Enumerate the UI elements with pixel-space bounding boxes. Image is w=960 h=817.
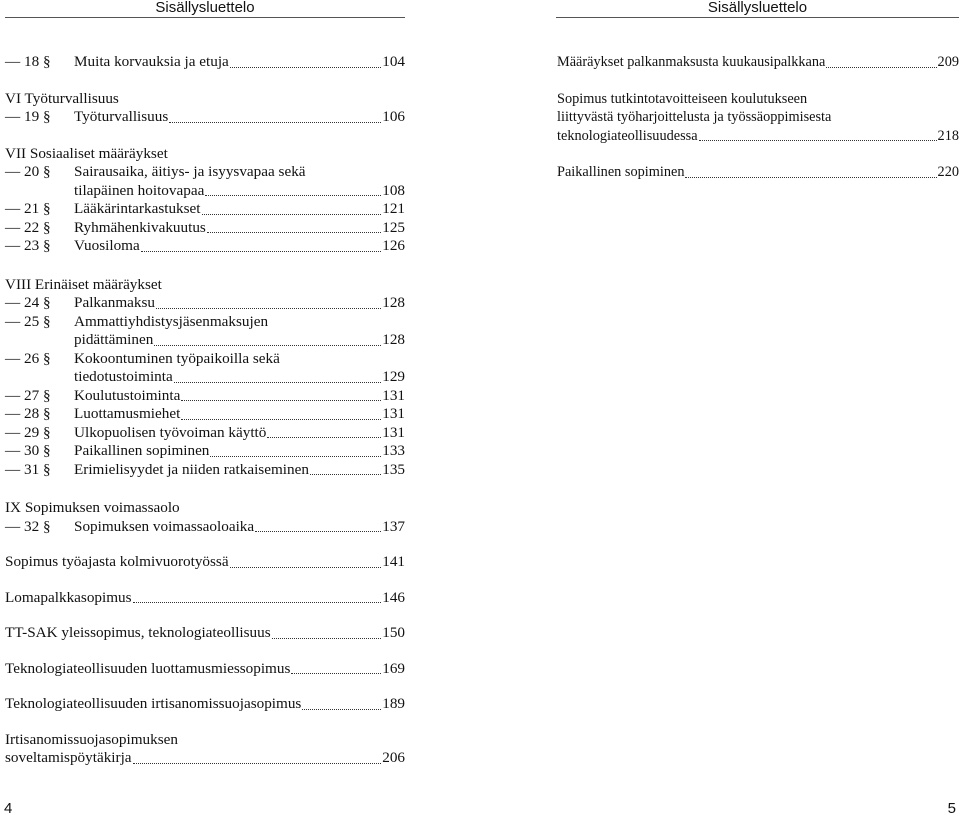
dot-leader bbox=[826, 67, 936, 68]
dot-leader bbox=[207, 232, 381, 233]
toc-page-number: 129 bbox=[382, 368, 405, 385]
toc-entry-title: Työturvallisuus bbox=[74, 108, 169, 125]
section-mark: — 27 § bbox=[5, 386, 51, 404]
toc-page-number: 209 bbox=[937, 54, 959, 70]
toc-appendix-lomapalkkasopimus[interactable] bbox=[5, 589, 405, 608]
toc-page-number: 108 bbox=[382, 181, 405, 199]
toc-page-number: 150 bbox=[382, 624, 405, 641]
dot-leader bbox=[255, 531, 381, 532]
toc-entry-title-line1: Sopimus tutkintotavoitteiseen koulutukseen bbox=[557, 90, 808, 107]
chapter-heading-vi: VI Työturvallisuus bbox=[5, 89, 119, 107]
toc-entry-21[interactable] bbox=[5, 200, 405, 219]
toc-appendix-irtisanomissuoja[interactable] bbox=[5, 695, 405, 714]
toc-entry-title: Lääkärintarkastukset bbox=[74, 200, 201, 217]
toc-page-number: 146 bbox=[382, 588, 405, 606]
dot-leader bbox=[141, 251, 381, 252]
toc-entry-title: pidättäminen bbox=[74, 331, 154, 348]
toc-entry-title: Ulkopuolisen työvoiman käyttö bbox=[74, 423, 267, 441]
section-mark: — 18 § bbox=[5, 53, 51, 70]
section-mark: — 22 § bbox=[5, 218, 51, 236]
dot-leader bbox=[181, 400, 381, 401]
section-mark: — 21 § bbox=[5, 200, 51, 217]
chapter-heading-ix: IX Sopimuksen voimassaolo bbox=[5, 499, 180, 516]
toc-page-number: 121 bbox=[382, 200, 405, 217]
dot-leader bbox=[169, 122, 381, 123]
toc-appendix-kolmivuorotyo[interactable] bbox=[5, 553, 405, 572]
page-number-left: 4 bbox=[4, 800, 13, 817]
toc-entry-23[interactable] bbox=[5, 237, 405, 256]
dot-leader bbox=[230, 567, 382, 568]
right-page-header: Sisällysluettelo bbox=[556, 0, 959, 18]
section-mark: — 19 § bbox=[5, 108, 51, 125]
toc-entry-title: Määräykset palkanmaksusta kuukausipalkkana bbox=[557, 54, 826, 70]
section-mark: — 26 § bbox=[5, 349, 51, 367]
dot-leader bbox=[699, 140, 937, 141]
toc-page-number: 135 bbox=[382, 460, 405, 478]
toc-entry-28[interactable] bbox=[5, 405, 405, 424]
toc-entry-31[interactable] bbox=[5, 461, 405, 480]
toc-entry-title: Teknologiateollisuuden irtisanomissuojasopimus bbox=[5, 695, 302, 712]
toc-entry-32[interactable] bbox=[5, 518, 405, 537]
toc-entry-22[interactable] bbox=[5, 219, 405, 238]
dot-leader bbox=[156, 308, 381, 309]
section-mark: — 32 § bbox=[5, 517, 51, 535]
dot-leader bbox=[154, 345, 381, 346]
toc-entry-title: Palkanmaksu bbox=[74, 294, 155, 311]
toc-page-number: 131 bbox=[382, 405, 405, 422]
toc-page-number: 206 bbox=[382, 749, 405, 766]
page-number-right: 5 bbox=[947, 800, 956, 817]
toc-entry-title-line2: liittyvästä työharjoittelusta ja työssäoppimisesta bbox=[557, 109, 832, 125]
toc-page-number: 169 bbox=[382, 659, 405, 677]
toc-entry-title: tilapäinen hoitovapaa bbox=[74, 181, 205, 199]
toc-page-number: 128 bbox=[382, 331, 405, 348]
toc-entry-25[interactable] bbox=[5, 313, 405, 350]
toc-page-number: 218 bbox=[937, 127, 959, 144]
dot-leader bbox=[205, 195, 381, 196]
toc-entry-title: Muita korvauksia ja etuja bbox=[74, 53, 229, 70]
section-mark: — 25 § bbox=[5, 312, 51, 330]
dot-leader bbox=[174, 382, 382, 383]
toc-entry-title: tiedotustoiminta bbox=[74, 368, 173, 385]
toc-entry-tyoharjoittelu[interactable] bbox=[557, 90, 959, 146]
toc-appendix-soveltamispoytakirja[interactable] bbox=[5, 731, 405, 768]
toc-page-number: 126 bbox=[382, 237, 405, 254]
dot-leader bbox=[685, 177, 936, 178]
toc-entry-kuukausipalkka[interactable] bbox=[557, 53, 959, 72]
dot-leader bbox=[267, 437, 381, 438]
toc-entry-title: soveltamispöytäkirja bbox=[5, 749, 132, 766]
toc-page-number: 137 bbox=[382, 517, 405, 535]
right-toc bbox=[557, 53, 959, 182]
toc-entry-title: Ryhmähenkivakuutus bbox=[74, 218, 206, 236]
toc-entry-paikallinen-sopiminen[interactable] bbox=[557, 163, 959, 182]
right-page bbox=[480, 0, 960, 817]
toc-entry-20[interactable] bbox=[5, 163, 405, 200]
dot-leader bbox=[230, 67, 381, 68]
chapter-heading-viii: VIII Erinäiset määräykset bbox=[5, 275, 162, 293]
toc-entry-title: TT-SAK yleissopimus, teknologiateollisuus bbox=[5, 624, 271, 641]
dot-leader bbox=[291, 673, 381, 674]
toc-entry-title-line1: Irtisanomissuojasopimuksen bbox=[5, 730, 178, 748]
left-toc bbox=[5, 53, 405, 768]
toc-entry-title-line1: Ammattiyhdistysjäsenmaksujen bbox=[74, 312, 269, 330]
toc-appendix-tt-sak[interactable] bbox=[5, 624, 405, 643]
toc-entry-24[interactable] bbox=[5, 294, 405, 313]
toc-entry-title: Koulutustoiminta bbox=[74, 386, 181, 404]
toc-entry-title: Luottamusmiehet bbox=[74, 405, 181, 422]
toc-appendix-luottamusmies[interactable] bbox=[5, 660, 405, 679]
toc-page-number: 133 bbox=[382, 442, 405, 459]
section-mark: — 31 § bbox=[5, 460, 51, 478]
dot-leader bbox=[210, 456, 381, 457]
toc-page-number: 104 bbox=[382, 53, 405, 70]
toc-page-number: 131 bbox=[382, 386, 405, 404]
chapter-heading-vii: VII Sosiaaliset määräykset bbox=[5, 144, 168, 162]
dot-leader bbox=[133, 602, 382, 603]
section-mark: — 23 § bbox=[5, 237, 51, 254]
toc-entry-title: Erimielisyydet ja niiden ratkaiseminen bbox=[74, 460, 309, 478]
toc-entry-19[interactable] bbox=[5, 108, 405, 127]
toc-page-number: 125 bbox=[382, 218, 405, 236]
dot-leader bbox=[181, 419, 381, 420]
toc-entry-27[interactable] bbox=[5, 387, 405, 406]
dot-leader bbox=[302, 709, 381, 710]
toc-page-number: 220 bbox=[937, 164, 959, 180]
toc-entry-title: Lomapalkkasopimus bbox=[5, 588, 132, 606]
dot-leader bbox=[133, 763, 382, 764]
section-mark: — 29 § bbox=[5, 423, 51, 441]
toc-entry-title: Sopimuksen voimassaoloaika bbox=[74, 517, 255, 535]
section-mark: — 30 § bbox=[5, 442, 51, 459]
toc-entry-title-line1: Kokoontuminen työpaikoilla sekä bbox=[74, 349, 280, 367]
toc-page-number: 128 bbox=[382, 294, 405, 311]
toc-entry-title: teknologiateollisuudessa bbox=[557, 127, 698, 144]
toc-entry-title: Vuosiloma bbox=[74, 237, 140, 254]
toc-entry-18[interactable] bbox=[5, 53, 405, 72]
toc-entry-26[interactable] bbox=[5, 350, 405, 387]
section-mark: — 24 § bbox=[5, 294, 51, 311]
dot-leader bbox=[272, 638, 382, 639]
left-page-header: Sisällysluettelo bbox=[5, 0, 405, 18]
toc-page-number: 141 bbox=[382, 553, 405, 570]
toc-entry-title: Teknologiateollisuuden luottamusmiessopimus bbox=[5, 659, 291, 677]
toc-page-number: 131 bbox=[382, 423, 405, 441]
section-mark: — 28 § bbox=[5, 405, 51, 422]
toc-page-number: 189 bbox=[382, 695, 405, 712]
toc-entry-title: Paikallinen sopiminen bbox=[557, 164, 685, 180]
toc-entry-title-line1: Sairausaika, äitiys- ja isyysvapaa sekä bbox=[74, 163, 306, 180]
toc-entry-title: Paikallinen sopiminen bbox=[74, 442, 210, 459]
toc-page-number: 106 bbox=[382, 108, 405, 125]
toc-entry-30[interactable] bbox=[5, 442, 405, 461]
dot-leader bbox=[310, 474, 381, 475]
toc-entry-29[interactable] bbox=[5, 424, 405, 443]
section-mark: — 20 § bbox=[5, 163, 51, 180]
dot-leader bbox=[202, 214, 382, 215]
toc-entry-title: Sopimus työajasta kolmivuorotyössä bbox=[5, 553, 229, 570]
